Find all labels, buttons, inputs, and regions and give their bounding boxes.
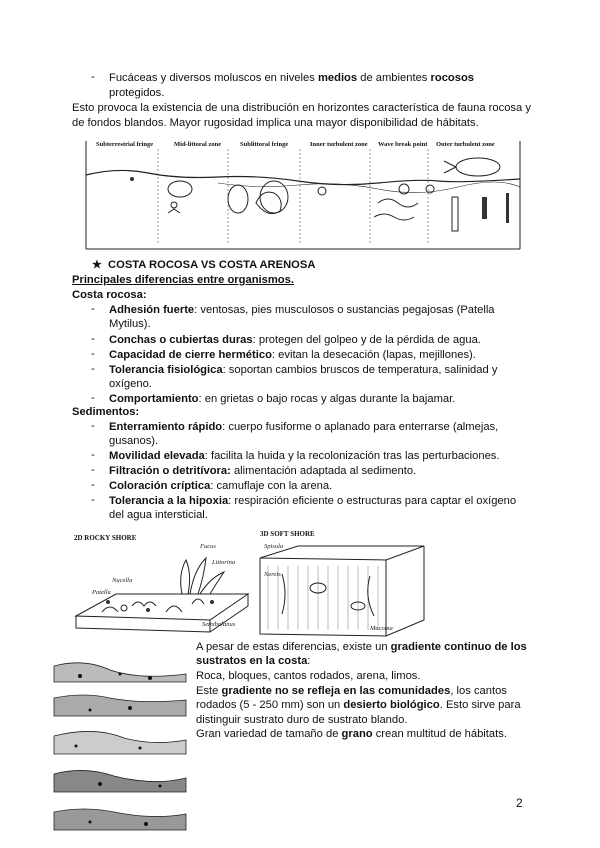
svg-text:Spisula: Spisula bbox=[264, 543, 284, 550]
bullet-dash: - bbox=[91, 494, 95, 506]
intro-bullet-line: Fucáceas y diversos moluscos en niveles medios de ambientes rocosos bbox=[109, 72, 475, 84]
bullet-dash: - bbox=[91, 303, 95, 315]
zone-label: Sublittoral fringe bbox=[240, 141, 289, 148]
zonation-diagram bbox=[78, 137, 526, 252]
section-title: ★ COSTA ROCOSA VS COSTA ARENOSA bbox=[92, 259, 316, 271]
bullet-dash: - bbox=[91, 449, 95, 461]
bullet-dash: - bbox=[91, 363, 95, 375]
svg-text:3D SOFT SHORE: 3D SOFT SHORE bbox=[260, 530, 315, 538]
intro-bullet bbox=[91, 71, 531, 101]
paragraph-line: de fondos blandos. Mayor rugosidad implica una mayor disponibilidad de hábitats. bbox=[72, 117, 479, 129]
rocky-shore-figure bbox=[72, 528, 252, 640]
rocky-shore-drawing bbox=[72, 528, 252, 640]
svg-text:Nucella: Nucella bbox=[112, 577, 133, 584]
substrate-diagram bbox=[50, 652, 190, 836]
paragraph-distribution bbox=[72, 101, 542, 131]
bullet-dash: - bbox=[91, 71, 95, 83]
svg-text:Semibalanus: Semibalanus bbox=[202, 621, 236, 628]
star-icon: ★ bbox=[92, 259, 103, 271]
soft-shore-drawing bbox=[258, 526, 426, 640]
zone-label: Outer turbulent zone bbox=[436, 141, 495, 148]
zone-label: Inner turbulent zone bbox=[310, 141, 368, 148]
zone-label: Mid-littoral zone bbox=[174, 141, 222, 148]
gradient-text: A pesar de estas diferencias, existe un gradiente continuo de los sustratos en la costa: Roca, bloques, cantos rodados, arena, limos. Este gradiente no se refleja en las comunidades, los cantos rodados (5 - 250 mm) son un desierto biológico. Esto sirve para distinguir sustrato duro de sustrato blando. Gran variedad de tamaño de grano crean multitud de hábitats. bbox=[196, 641, 527, 740]
intro-bullet-continuation: protegidos. bbox=[109, 87, 165, 99]
paragraph-line: Esto provoca la existencia de una distribución en horizontes característica de fauna rocosa y bbox=[72, 102, 531, 114]
zone-label: Wave break point bbox=[378, 141, 428, 148]
svg-text:Patella: Patella bbox=[92, 589, 111, 596]
bullet-dash: - bbox=[91, 333, 95, 345]
svg-text:Fucus: Fucus bbox=[200, 543, 216, 550]
subtitle: Principales diferencias entre organismos. bbox=[72, 274, 294, 286]
svg-text:Nereis: Nereis bbox=[264, 571, 281, 578]
rocky-heading: Costa rocosa: bbox=[72, 289, 147, 301]
page-number: 2 bbox=[516, 796, 523, 810]
bullet-dash: - bbox=[91, 392, 95, 404]
bullet-dash: - bbox=[91, 420, 95, 432]
bullet-dash: - bbox=[91, 464, 95, 476]
zonation-figure bbox=[78, 137, 526, 252]
soft-shore-figure bbox=[258, 526, 426, 640]
rocky-list: - Adhesión fuerte: ventosas, pies musculosos o sustancias pegajosas (Patella Mytilus). - Conchas o cubiertas duras: protegen del golpeo y de la pérdida de agua. - Capacidad de cierre hermético: evitan la desecación (lapas, mejillones). - Tolerancia fisiológica: soportan cambios bruscos de temperatura, salinidad y oxígeno. - Comportamiento: en grietas o bajo rocas y algas durante la bajamar. bbox=[91, 303, 498, 405]
svg-text:2D ROCKY SHORE: 2D ROCKY SHORE bbox=[74, 534, 137, 542]
sediment-heading: Sedimentos: bbox=[72, 406, 140, 418]
bullet-dash: - bbox=[91, 348, 95, 360]
bullet-dash: - bbox=[91, 479, 95, 491]
svg-text:Littorina: Littorina bbox=[212, 559, 236, 566]
sediment-list: - Enterramiento rápido: cuerpo fusiforme o aplanado para enterrarse (almejas, gusanos). - Movilidad elevada: facilita la huida y la recolonización tras las perturbaciones. - Filtración o detritívora: alimentación adaptada al sedimento. - Coloración críptica: camuflaje con la arena. - Tolerancia a la hipoxia: respiración eficiente o estructuras para captar el oxígeno del agua intersticial. bbox=[91, 420, 517, 521]
zone-label: Subterrestrial fringe bbox=[96, 141, 154, 148]
substrate-gradient-figure bbox=[50, 652, 190, 836]
svg-text:Macoma: Macoma bbox=[370, 625, 393, 632]
